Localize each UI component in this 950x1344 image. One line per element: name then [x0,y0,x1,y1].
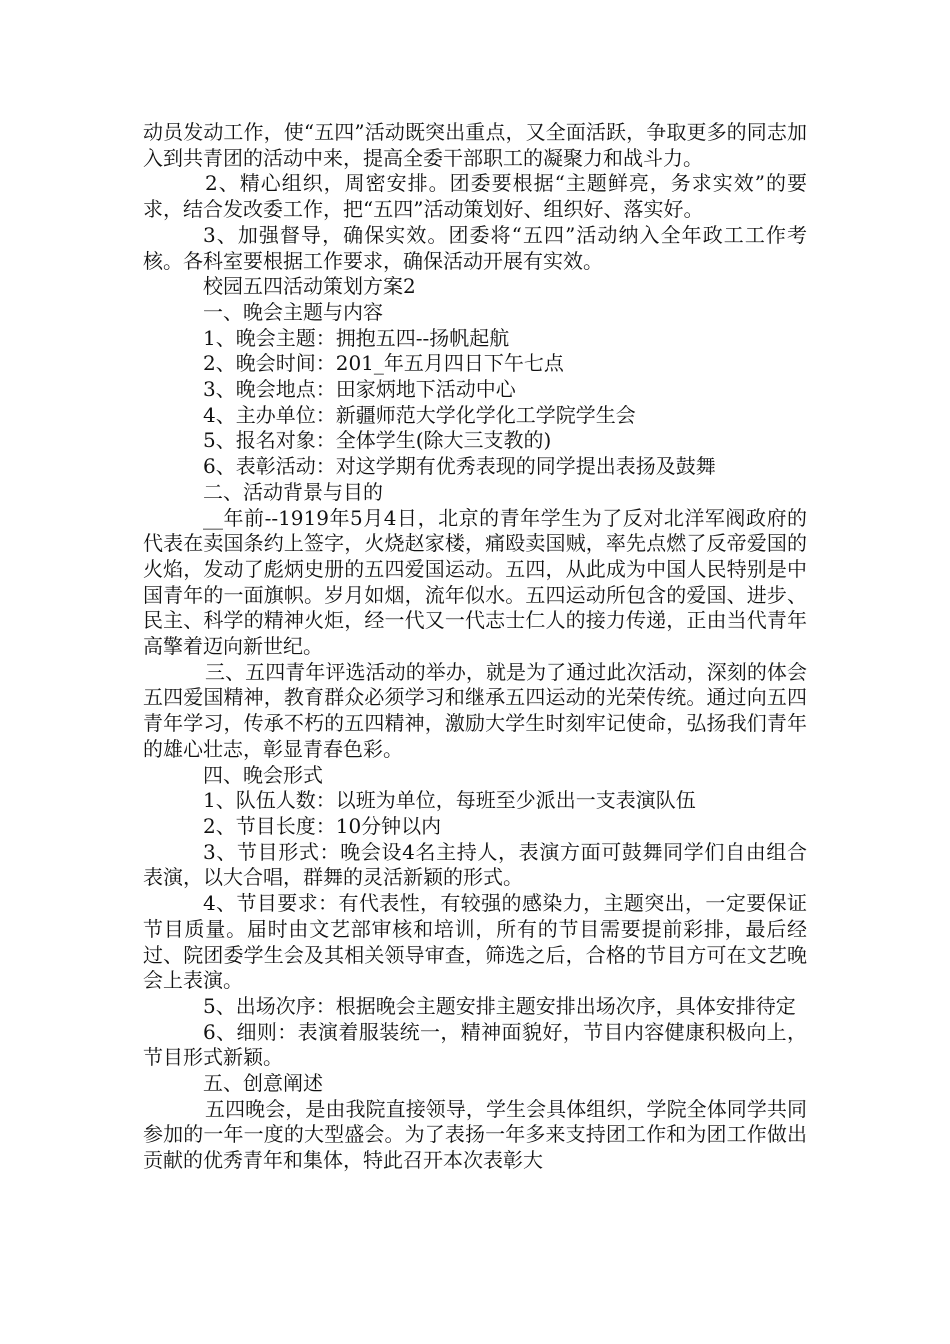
paragraph: 4、节目要求：有代表性，有较强的感染力，主题突出，一定要保证节目质量。届时由文艺部审核和培训，所有的节目需要提前彩排，最后经过、院团委学生会及其相关领导审查，筛选之后，合格的节目方可在文艺晚会上表演。 [143,891,807,993]
paragraph: 三、五四青年评选活动的举办，就是为了通过此次活动，深刻的体会五四爱国精神，教育群众必须学习和继承五四运动的光荣传统。通过向五四青年学习，传承不朽的五四精神，激励大学生时刻牢记使命，弘扬我们青年的雄心壮志，彰显青春色彩。 [143,659,807,761]
paragraph: 4、主办单位：新疆师范大学化学化工学院学生会 [203,402,636,427]
paragraph: 2、晚会时间：201_年五月四日下午七点 [203,351,564,376]
paragraph: 6、细则：表演着服装统一，精神面貌好，节目内容健康积极向上，节目形式新颖。 [143,1019,807,1070]
paragraph: __年前--1919年5月4日，北京的青年学生为了反对北洋军阀政府的代表在卖国条约上签字，火烧赵家楼，痛殴卖国贼，率先点燃了反帝爱国的火焰，发动了彪炳史册的五四爱国运动。五四，从此成为中国人民特别是中国青年的一面旗帜。岁月如烟，流年似水。五四运动所包含的爱国、进步、民主、科学的精神火炬，经一代又一代志士仁人的接力传递，正由当代青年高擎着迈向新世纪。 [143,505,807,659]
paragraph: 3、加强督导，确保实效。团委将“五四”活动纳入全年政工工作考核。各科室要根据工作要求，确保活动开展有实效。 [143,222,807,273]
paragraph: 2、节目长度：10分钟以内 [203,813,442,838]
paragraph: 一、晚会主题与内容 [203,299,383,324]
paragraph: 6、表彰活动：对这学期有优秀表现的同学提出表扬及鼓舞 [203,454,716,479]
paragraph: 1、队伍人数：以班为单位，每班至少派出一支表演队伍 [203,788,696,813]
paragraph: 四、晚会形式 [203,762,323,787]
paragraph: 5、报名对象：全体学生(除大三支教的) [203,428,552,453]
paragraph: 五四晚会，是由我院直接领导，学生会具体组织，学院全体同学共同参加的一年一度的大型盛会。为了表扬一年多来支持团工作和为团工作做出贡献的优秀青年和集体，特此召开本次表彰大 [143,1096,807,1173]
paragraph: 五、创意阐述 [203,1071,323,1096]
paragraph: 动员发动工作，使“五四”活动既突出重点，又全面活跃，争取更多的同志加入到共青团的活动中来，提高全委干部职工的凝聚力和战斗力。 [143,120,807,170]
paragraph: 3、节目形式：晚会设4名主持人，表演方面可鼓舞同学们自由组合表演，以大合唱，群舞的灵活新颖的形式。 [143,839,807,890]
paragraph: 2、精心组织，周密安排。团委要根据“主题鲜亮，务求实效”的要求，结合发改委工作，把“五四”活动策划好、组织好、落实好。 [143,171,807,222]
paragraph: 二、活动背景与目的 [203,479,383,504]
paragraph: 校园五四活动策划方案2 [203,274,416,299]
paragraph: 5、出场次序：根据晚会主题安排主题安排出场次序，具体安排待定 [203,993,796,1018]
document-body [143,120,807,1174]
paragraph: 1、晚会主题：拥抱五四--扬帆起航 [203,325,510,350]
paragraph: 3、晚会地点：田家炳地下活动中心 [203,377,516,402]
